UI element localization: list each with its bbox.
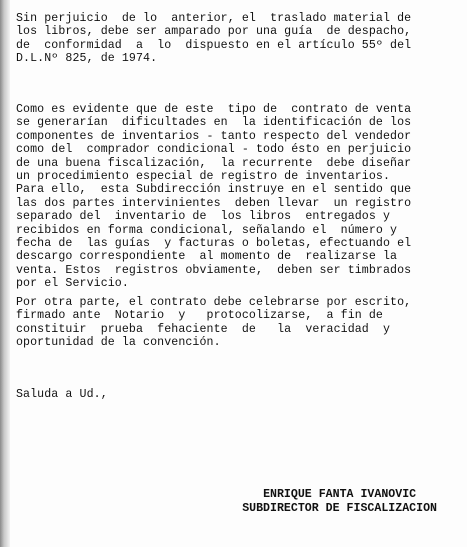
paragraph-line: los libros, debe ser amparado por una guía de despacho, bbox=[16, 25, 412, 39]
paragraph-line: oportunidad de la convención. bbox=[16, 336, 221, 350]
paragraph-line: de conformidad a lo dispuesto en el artículo 55º del bbox=[16, 38, 412, 52]
paragraph-1 bbox=[16, 12, 444, 66]
paragraph-line: fecha de las guías y facturas o boletas, efectuando el bbox=[16, 237, 412, 251]
paragraph-3 bbox=[16, 296, 444, 350]
paragraph-line: como del comprador condicional - todo ésto en perjuicio bbox=[16, 143, 412, 157]
paragraph-line: por el Servicio. bbox=[16, 277, 129, 291]
paragraph-line: se generarían dificultades en la identificación de los bbox=[16, 116, 412, 130]
signature-block bbox=[242, 488, 437, 516]
paragraph-line: Sin perjuicio de lo anterior, el traslado material de bbox=[16, 12, 412, 25]
paragraph-line: un procedimiento especial de registro de inventarios. bbox=[16, 170, 391, 184]
paragraph-line: recibidos en forma condicional, señalando el número y bbox=[16, 223, 398, 237]
paragraph-line: descargo correspondiente al momento de realizarse la bbox=[16, 250, 398, 264]
paragraph-2 bbox=[16, 103, 444, 291]
closing-greeting: Saluda a Ud., bbox=[16, 388, 108, 401]
signatory-title: SUBDIRECTOR DE FISCALIZACION bbox=[242, 502, 437, 515]
paragraph-line: D.L.Nº 825, de 1974. bbox=[16, 52, 158, 66]
signatory-name: ENRIQUE FANTA IVANOVIC bbox=[263, 488, 417, 501]
paragraph-line: Para ello, esta Subdirección instruye en el sentido que bbox=[16, 183, 412, 197]
scan-edge-shadow bbox=[0, 0, 10, 547]
paragraph-line: componentes de inventarios - tanto respecto del vendedor bbox=[16, 129, 412, 143]
paragraph-line: de una buena fiscalización, la recurrente debe diseñar bbox=[16, 156, 412, 170]
paragraph-line: separado del inventario de los libros entregados y bbox=[16, 210, 391, 224]
paragraph-line: las dos partes intervinientes deben llevar un registro bbox=[16, 196, 412, 210]
paragraph-line: Como es evidente que de este tipo de contrato de venta bbox=[16, 103, 412, 116]
paragraph-line: Por otra parte, el contrato debe celebrarse por escrito, bbox=[16, 296, 412, 309]
paragraph-line: firmado ante Notario y protocolizarse, a fin de bbox=[16, 309, 383, 323]
paragraph-line: venta. Estos registros obviamente, deben ser timbrados bbox=[16, 263, 412, 277]
paragraph-line: constituir prueba fehaciente de la veracidad y bbox=[16, 322, 391, 336]
